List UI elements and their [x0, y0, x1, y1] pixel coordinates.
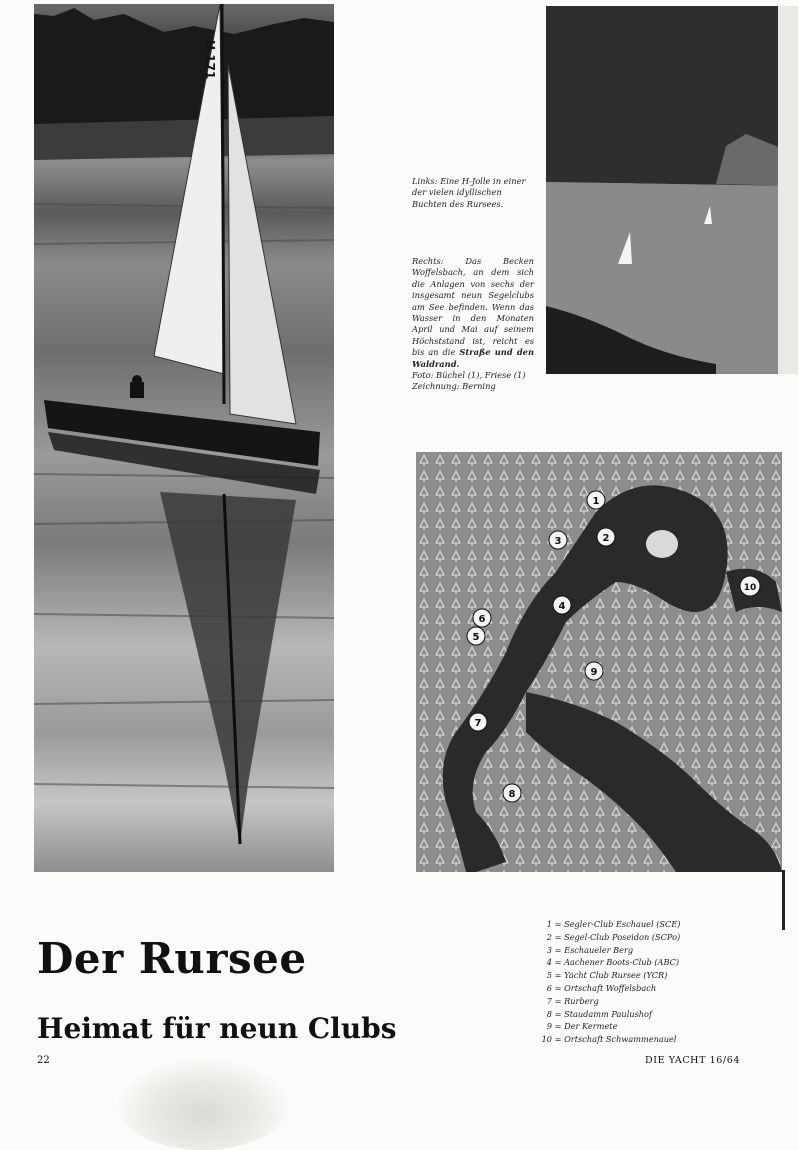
- svg-text:2: 2: [602, 533, 610, 544]
- map-marker-4: [553, 596, 571, 614]
- map-marker-8: [503, 784, 521, 802]
- map-marker-5: [467, 627, 485, 645]
- map-marker-7: [469, 713, 487, 731]
- caption-right-text: Rechts: Das Becken Woffelsbach, an dem sich die Anlagen von sechs der insgesamt neun Segelclubs am See befinden. Wenn das Wasser in den Monaten April und Mai auf seinem Höchststand ist, reicht es bis an die: [412, 256, 534, 358]
- lake-basin-illustration: [546, 6, 798, 374]
- svg-text:8: 8: [508, 789, 516, 800]
- map-legend: [538, 918, 768, 1046]
- map-marker-6: [473, 609, 491, 627]
- sailboat-photo: [34, 4, 334, 872]
- legend-item: 3 = Eschaueler Berg: [546, 944, 634, 955]
- svg-text:5: 5: [472, 632, 480, 643]
- caption-left-photo: Links: Eine H-Jolle in einer der vielen idyllischen Buchten des Rursees.: [412, 176, 526, 209]
- map-marker-3: [549, 531, 567, 549]
- legend-item: 6 = Ortschaft Woffelsbach: [546, 982, 657, 993]
- svg-text:9: 9: [590, 667, 598, 678]
- svg-text:3: 3: [554, 536, 562, 547]
- article-subtitle: Heimat für neun Clubs: [37, 1012, 397, 1045]
- lake-map: [416, 452, 782, 872]
- bleed-through-image: [118, 1060, 288, 1150]
- drawing-credit: Zeichnung: Berning: [412, 381, 496, 392]
- legend-item: 7 = Rurberg: [546, 995, 599, 1006]
- svg-text:7: 7: [474, 718, 482, 729]
- caption-right-photo: [412, 256, 534, 393]
- map-marker-1: [587, 491, 605, 509]
- legend-item: 8 = Staudamm Paulushof: [546, 1008, 653, 1019]
- sail-number: [203, 40, 217, 79]
- photo-credit: Foto: Büchel (1), Friese (1): [412, 370, 526, 381]
- svg-text:H 171: H 171: [203, 40, 217, 80]
- legend-item: 9 = Der Kermete: [546, 1021, 618, 1032]
- svg-text:1: 1: [592, 496, 600, 507]
- legend-item: 10 = Ortschaft Schwammenauel: [541, 1034, 677, 1045]
- map-marker-10: [740, 576, 760, 596]
- legend-item: 1 = Segler-Club Eschauel (SCE): [546, 919, 681, 929]
- lake-map-drawing: [416, 452, 782, 872]
- svg-text:10: 10: [743, 583, 757, 593]
- svg-text:4: 4: [558, 601, 566, 612]
- map-marker-2: [597, 528, 615, 546]
- publication-issue: DIE YACHT 16/64: [645, 1055, 741, 1066]
- legend-item: 2 = Segel-Club Poseidon (SCPo): [546, 931, 681, 942]
- article-title: Der Rursee: [37, 934, 307, 983]
- sailboat-illustration: [34, 4, 334, 872]
- svg-text:6: 6: [478, 614, 486, 625]
- caption-right-bold: Straße und den Waldrand.: [412, 347, 534, 369]
- legend-item: 4 = Aachener Boots-Club (ABC): [546, 957, 680, 968]
- page-edge-mark: [782, 870, 785, 930]
- page-number: 22: [37, 1055, 50, 1066]
- lake-basin-photo: [546, 6, 798, 374]
- legend-item: 5 = Yacht Club Rursee (YCR): [546, 970, 668, 981]
- map-marker-9: [585, 662, 603, 680]
